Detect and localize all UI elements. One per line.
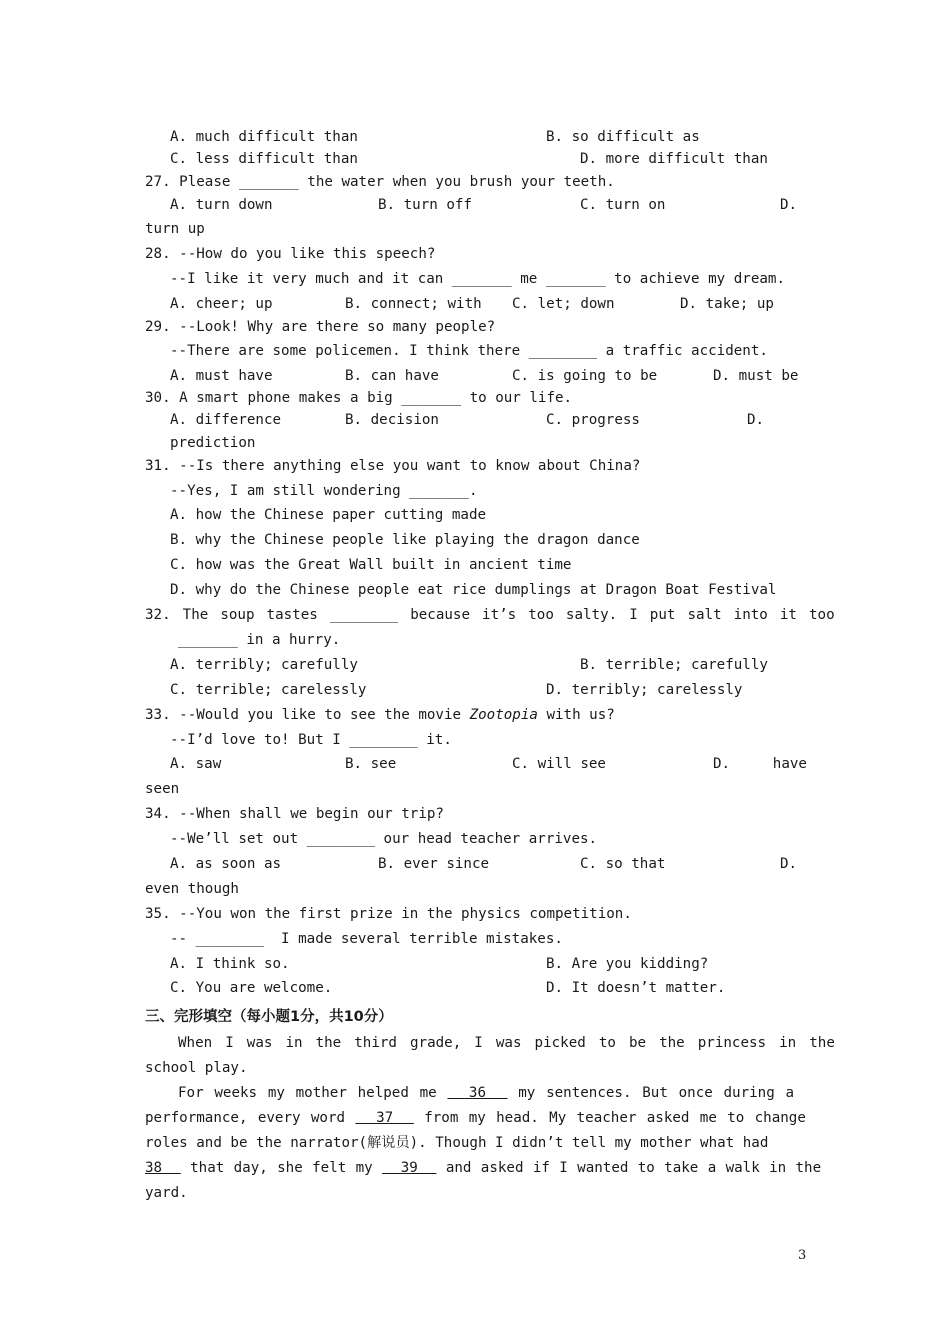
q30-option-c: C. progress <box>546 412 640 428</box>
q32-stem-continued: _______ in a hurry. <box>178 632 341 648</box>
passage-line: yard. <box>145 1185 188 1201</box>
section-heading: 三、完形填空（每小题1分，共10分） <box>145 1009 393 1025</box>
q28-option-a: A. cheer; up <box>170 296 273 312</box>
q33-stem: 33. --Would you like to see the movie Zootopia with us? <box>145 707 615 723</box>
q33-option-b: B. see <box>345 756 397 772</box>
q34-option-d-text: even though <box>145 881 239 897</box>
blank-39: 39 <box>382 1160 437 1176</box>
q28-stem: 28. --How do you like this speech? <box>145 246 436 262</box>
q33-reply: --I’d love to! But I ________ it. <box>170 732 452 748</box>
q30-option-d-text: prediction <box>170 435 256 451</box>
page-number: 3 <box>798 1248 807 1263</box>
q33-option-d: D. have <box>713 756 807 772</box>
q34-reply: --We’ll set out ________ our head teacher arrives. <box>170 831 598 847</box>
passage-line: performance, every word 37 from my head. My teacher asked me to change <box>145 1110 806 1126</box>
q31-option-c: C. how was the Great Wall built in ancient time <box>170 557 572 573</box>
q34-option-b: B. ever since <box>378 856 490 872</box>
q27-option-c: C. turn on <box>580 197 666 213</box>
q35-option-d: D. It doesn’t matter. <box>546 980 726 996</box>
q28-option-c: C. let; down <box>512 296 615 312</box>
q32-option-a: A. terribly; carefully <box>170 657 358 673</box>
q26-option-c: C. less difficult than <box>170 151 358 167</box>
q32-option-d: D. terribly; carelessly <box>546 682 743 698</box>
q33-option-c: C. will see <box>512 756 606 772</box>
q31-reply: --Yes, I am still wondering _______. <box>170 483 478 499</box>
q27-option-a: A. turn down <box>170 197 273 213</box>
q30-option-a: A. difference <box>170 412 282 428</box>
q26-option-a: A. much difficult than <box>170 129 358 145</box>
q30-option-b: B. decision <box>345 412 439 428</box>
q26-option-d: D. more difficult than <box>580 151 768 167</box>
q35-option-c: C. You are welcome. <box>170 980 333 996</box>
q26-option-b: B. so difficult as <box>546 129 700 145</box>
q34-stem: 34. --When shall we begin our trip? <box>145 806 444 822</box>
q27-option-d: D. <box>780 197 798 213</box>
q31-option-d: D. why do the Chinese people eat rice dumplings at Dragon Boat Festival <box>170 582 777 598</box>
q30-option-d: D. <box>747 412 765 428</box>
blank-38: 38 <box>145 1160 181 1176</box>
q30-stem: 30. A smart phone makes a big _______ to our life. <box>145 390 573 406</box>
q31-option-b: B. why the Chinese people like playing the dragon dance <box>170 532 640 548</box>
q35-option-b: B. Are you kidding? <box>546 956 709 972</box>
passage-line: roles and be the narrator(解说员). Though I didn’t tell my mother what had <box>145 1135 769 1151</box>
q35-option-a: A. I think so. <box>170 956 290 972</box>
q35-stem: 35. --You won the first prize in the physics competition. <box>145 906 632 922</box>
q28-reply: --I like it very much and it can _______ me _______ to achieve my dream. <box>170 271 785 287</box>
q29-option-a: A. must have <box>170 368 273 384</box>
q27-stem: 27. Please _______ the water when you brush your teeth. <box>145 174 615 190</box>
movie-title: Zootopia <box>469 707 538 723</box>
q33-option-a: A. saw <box>170 756 222 772</box>
q34-option-d: D. <box>780 856 798 872</box>
passage-line: school play. <box>145 1060 248 1076</box>
q32-stem: 32. The soup tastes ________ because it’s too salty. I put salt into it too <box>145 607 835 623</box>
q32-option-c: C. terrible; carelessly <box>170 682 367 698</box>
passage-line: When I was in the third grade, I was picked to be the princess in the <box>178 1035 835 1051</box>
blank-36: 36 <box>447 1085 508 1101</box>
q34-option-c: C. so that <box>580 856 666 872</box>
q28-option-d: D. take; up <box>680 296 774 312</box>
passage-line: For weeks my mother helped me 36 my sentences. But once during a <box>178 1085 795 1101</box>
blank-37: 37 <box>355 1110 414 1126</box>
q27-option-d-text: turn up <box>145 221 205 237</box>
q29-option-c: C. is going to be <box>512 368 658 384</box>
q34-option-a: A. as soon as <box>170 856 282 872</box>
q31-option-a: A. how the Chinese paper cutting made <box>170 507 487 523</box>
q35-reply: -- ________ I made several terrible mistakes. <box>170 931 563 947</box>
q29-option-b: B. can have <box>345 368 439 384</box>
q33-option-d-text: seen <box>145 781 180 797</box>
q29-stem: 29. --Look! Why are there so many people? <box>145 319 496 335</box>
passage-line: 38 that day, she felt my 39 and asked if I wanted to take a walk in the <box>145 1160 822 1176</box>
q29-option-d: D. must be <box>713 368 799 384</box>
q29-reply: --There are some policemen. I think there ________ a traffic accident. <box>170 343 768 359</box>
q31-stem: 31. --Is there anything else you want to know about China? <box>145 458 641 474</box>
q27-option-b: B. turn off <box>378 197 472 213</box>
q28-option-b: B. connect; with <box>345 296 482 312</box>
q32-option-b: B. terrible; carefully <box>580 657 768 673</box>
